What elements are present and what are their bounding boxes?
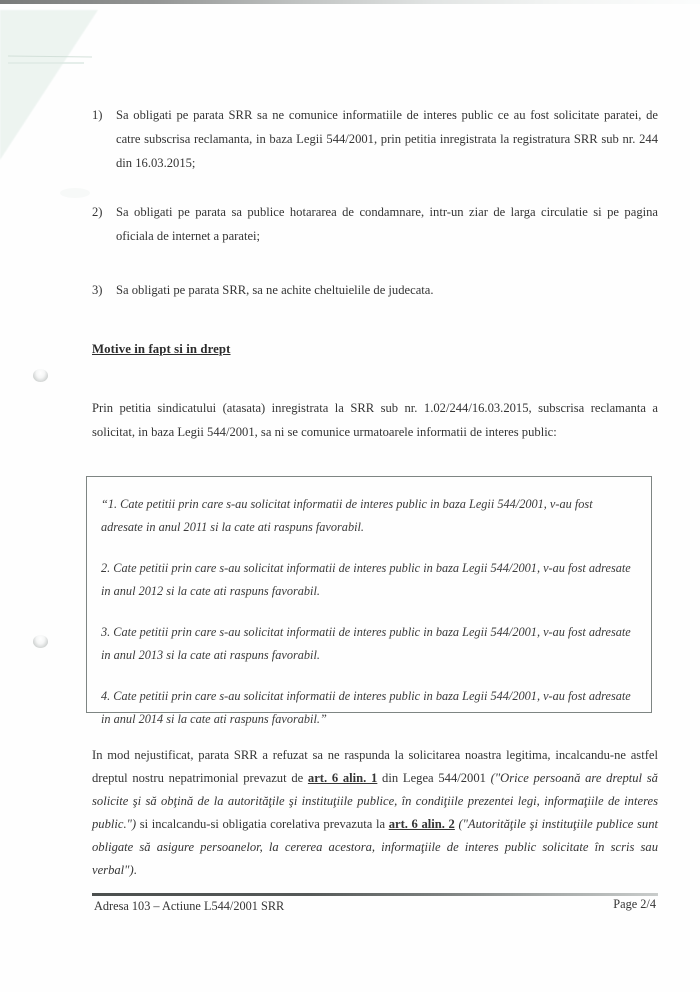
margin-hole-mark-bottom [33, 635, 48, 648]
legal-quote-art-6-alin-1: ("Orice persoană are dreptul să solicite şi să obţină de la autorităţile şi instituţiile publice, în condiţiile prezentei legi, informaţiile de interes public.") [92, 771, 658, 831]
footer-page-number: Page 2/4 [613, 897, 656, 911]
claim-item-2-text: Sa obligati pe parata sa publice hotararea de condamnare, intr-un ziar de larga circulatie si pe pagina oficiala de internet a paratei; [116, 205, 658, 243]
section-heading-motive-in-fapt-si-in-drept: Motive in fapt si in drept [92, 342, 231, 356]
scan-top-edge-artifact [0, 0, 700, 4]
claim-item-1-text: Sa obligati pe parata SRR sa ne comunice informatiile de interes public ce au fost solicitate paratei, de catre subscrisa reclamanta, in baza Legii 544/2001, prin petitia inregistrata la registratura SRR sub nr. 244 din 16.03.2015; [116, 108, 658, 170]
scan-smudge-artifact [60, 188, 90, 198]
legal-para-part-3: si incalcandu-si obligatia corelativa prevazuta la [136, 817, 389, 831]
intro-paragraph: Prin petitia sindicatului (atasata) inregistrata la SRR sub nr. 1.02/244/16.03.2015, subscrisa reclamanta a solicitat, in baza Legii 544/2001, sa ni se comunice urmatoarele informatii de interes public: [92, 401, 658, 439]
legal-para-part-1: In mod nejustificat, parata SRR a refuzat sa ne raspunda la solicitarea noastra legitima, incalcandu-ne astfel dreptul nostru nepatrimonial prevazut de [92, 748, 658, 785]
claim-item-2-marker: 2) [92, 205, 103, 219]
claim-item-1-marker: 1) [92, 108, 103, 122]
claim-item-3-text: Sa obligati pe parata SRR, sa ne achite cheltuielile de judecata. [116, 283, 434, 297]
legal-reference-art-6-alin-1: art. 6 alin. 1 [307, 771, 378, 785]
footer-divider-rule [92, 893, 658, 896]
claim-item-3 [92, 278, 658, 302]
quoted-request-item-3: 3. Cate petitii prin care s-au solicitat informatii de interes public in baza Legii 544/2001, v-au fost adresate in anul 2013 si la cate ati raspuns favorabil. [101, 625, 631, 662]
legal-para-part-5: . [133, 863, 137, 877]
quoted-request-item-4: 4. Cate petitii prin care s-au solicitat informatii de interes public in baza Legii 544/2001, v-au fost adresate in anul 2014 si la cate ati raspuns favorabil.” [101, 689, 631, 726]
claim-item-1 [92, 103, 658, 175]
quoted-request-item-2: 2. Cate petitii prin care s-au solicitat informatii de interes public in baza Legii 544/2001, v-au fost adresate in anul 2012 si la cate ati raspuns favorabil. [101, 561, 631, 598]
legal-quote-art-6-alin-2: ("Autorităţile şi instituţiile publice sunt obligate să asigure persoanelor, la cererea acestora, informaţiile de interes public solicitate în scris sau verbal") [92, 817, 659, 877]
quoted-request-box [86, 476, 652, 726]
page-corner-fold-artifact [0, 10, 98, 160]
legal-argument-paragraph [92, 744, 658, 882]
quoted-request-item-1: “1. Cate petitii prin care s-au solicitat informatii de interes public in baza Legii 544/2001, v-au fost adresate in anul 2011 si la cate ati raspuns favorabil. [101, 497, 593, 534]
legal-reference-art-6-alin-2: art. 6 alin. 2 [388, 817, 455, 831]
margin-hole-mark-top [33, 369, 48, 382]
claim-item-3-marker: 3) [92, 283, 103, 297]
footer-document-reference: Adresa 103 – Actiune L544/2001 SRR [94, 899, 285, 913]
claim-item-2 [92, 200, 658, 248]
corner-fold-crease-line-secondary [8, 62, 84, 64]
legal-para-part-2: din Legea 544/2001 [377, 771, 491, 785]
